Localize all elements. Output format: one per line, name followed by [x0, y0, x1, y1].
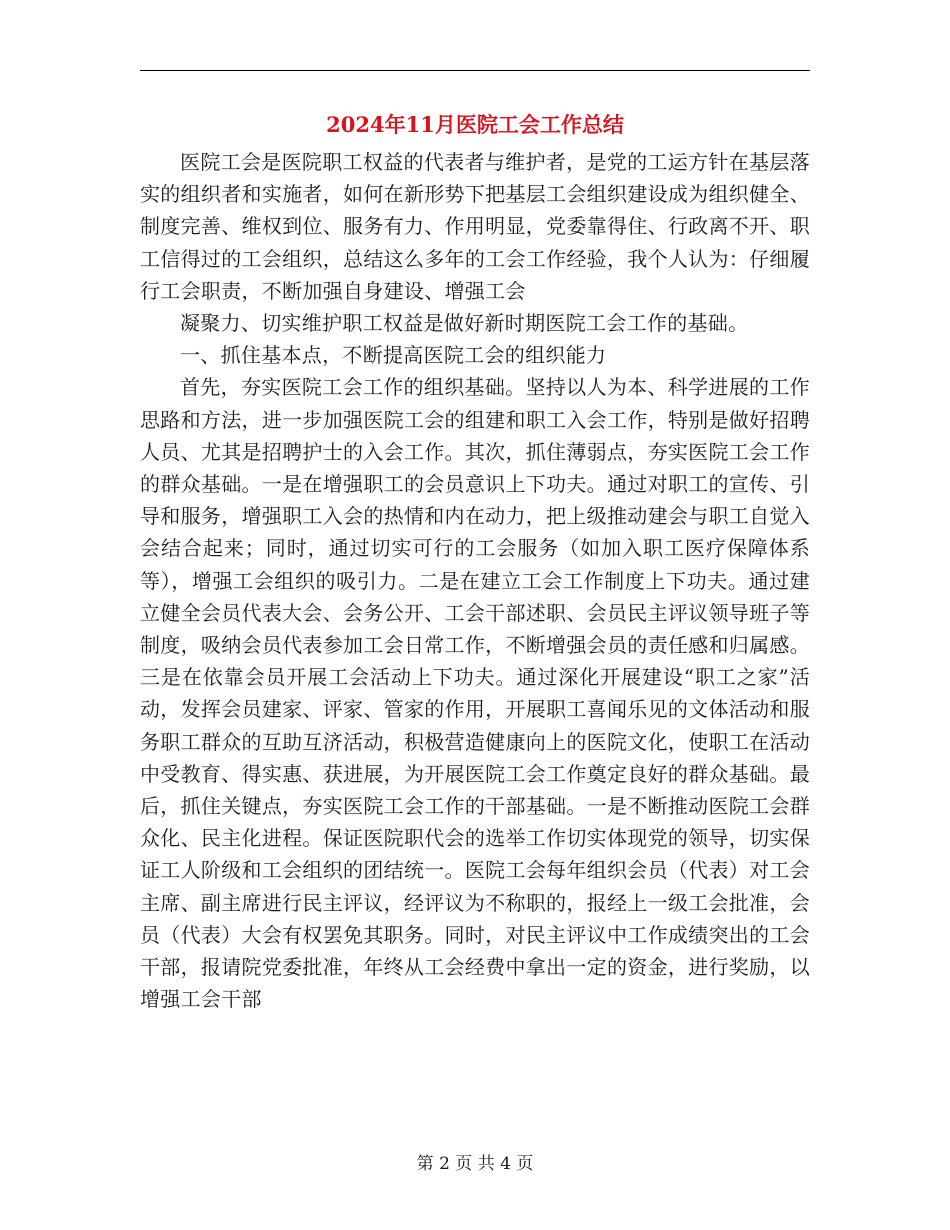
paragraph-intro: 医院工会是医院职工权益的代表者与维护者，是党的工运方针在基层落实的组织者和实施者，如何在新形势下把基层工会组织建设成为组织健全、制度完善、维权到位、服务有力、作用明显，党委靠得住、行政离不开、职工信得过的工会组织，总结这么多年的工会工作经验，我个人认为：仔细履行工会职责，不断加强自身建设、增强工会 — [140, 150, 810, 303]
section-heading-1: 一、抓住基本点，不断提高医院工会的组织能力 — [180, 343, 607, 368]
document-title: 2024年11月医院工会工作总结 — [326, 112, 624, 137]
header-rule — [140, 70, 810, 71]
paragraph-section-1: 首先，夯实医院工会工作的组织基础。坚持以人为本、科学进展的工作思路和方法，进一步加强医院工会的组建和职工入会工作，特别是做好招聘人员、尤其是招聘护士的入会工作。其次，抓住薄弱点，夯实医院工会工作的群众基础。一是在增强职工的会员意识上下功夫。通过对职工的宣传、引导和服务，增强职工入会的热情和内在动力，把上级推动建会与职工自觉入会结合起来；同时，通过切实可行的工会服务（如加入职工医疗保障体系等），增强工会组织的吸引力。二是在建立工会工作制度上下功夫。通过建立健全会员代表大会、会务公开、工会干部述职、会员民主评议领导班子等制度，吸纳会员代表参加工会日常工作，不断增强会员的责任感和归属感。三是在依靠会员开展工会活动上下功夫。通过深化开展建设“职工之家”活动，发挥会员建家、评家、管家的作用，开展职工喜闻乐见的文体活动和服务职工群众的互助互济活动，积极营造健康向上的医院文化，使职工在活动中受教育、得实惠、获进展，为开展医院工会工作奠定良好的群众基础。最后，抓住关键点，夯实医院工会工作的干部基础。一是不断推动医院工会群众化、民主化进程。保证医院职代会的选举工作切实体现党的领导，切实保证工人阶级和工会组织的团结统一。医院工会每年组织会员（代表）对工会主席、副主席进行民主评议，经评议为不称职的，报经上一级工会批准，会员（代表）大会有权罢免其职务。同时，对民主评议中工作成绩突出的工会干部，报请院党委批准，年终从工会经费中拿出一定的资金，进行奖励，以增强工会干部 — [140, 375, 810, 1012]
document-body — [140, 146, 810, 1015]
page-number-label: 第 2 页 共 4 页 — [416, 1154, 534, 1174]
page-footer — [0, 1152, 950, 1176]
paragraph-intro-continued: 凝聚力、切实维护职工权益是做好新时期医院工会工作的基础。 — [180, 311, 749, 336]
